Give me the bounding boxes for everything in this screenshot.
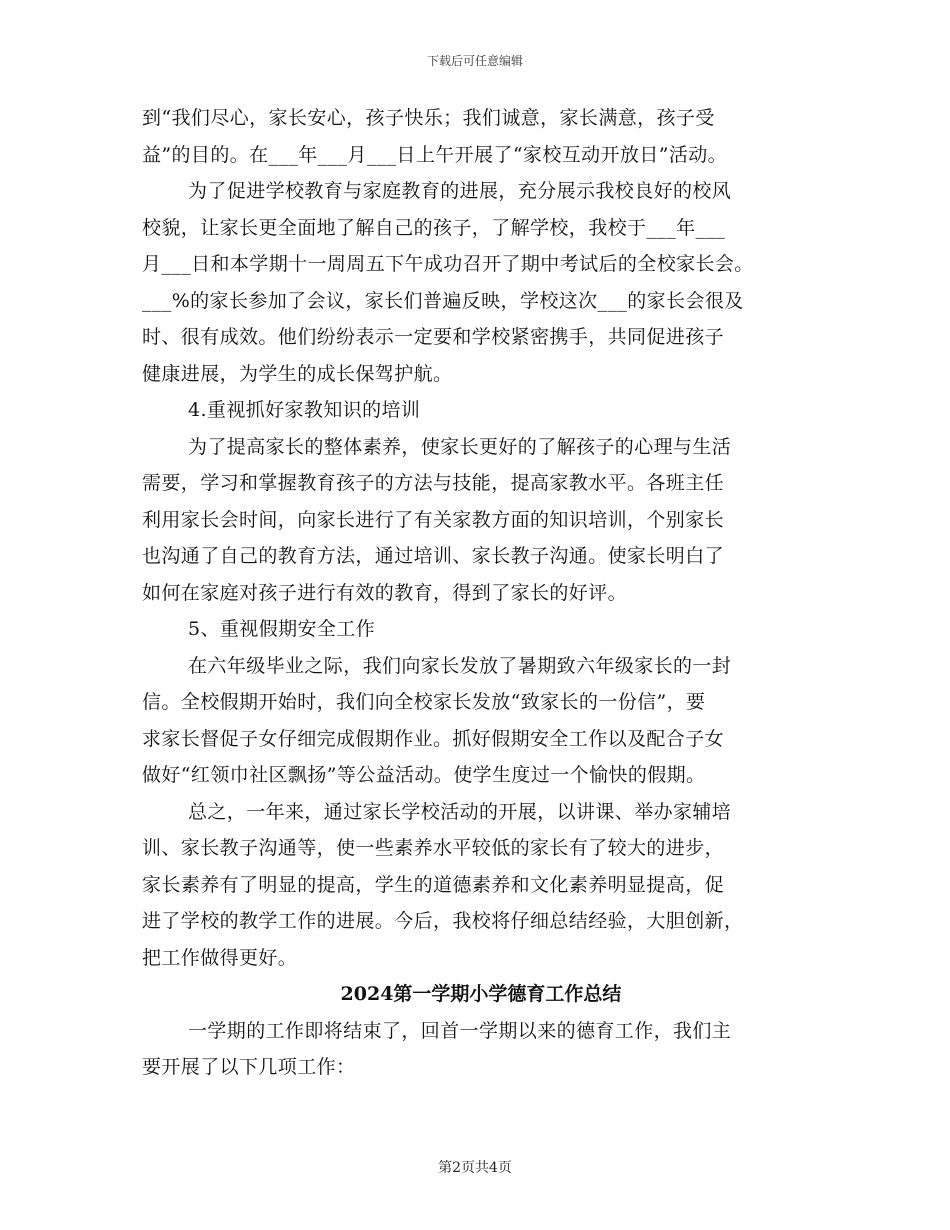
- text-line: 家长素养有了明显的提高，学生的道德素养和文化素养明显提高，促: [142, 873, 725, 896]
- document-body: [142, 100, 810, 1086]
- text-line: 总之，一年来，通过家长学校活动的开展，以讲课、举办家辅培: [188, 800, 732, 823]
- paragraphs-after-title: [142, 1013, 810, 1086]
- text-line: 时、很有成效。他们纷纷表示一定要和学校紧密携手，共同促进孩子: [142, 326, 725, 348]
- text-line: 利用家长会时间，向家长进行了有关家教方面的知识培训，个别家长: [142, 508, 725, 531]
- text-line: 到“我们尽心，家长安心，孩子快乐；我们诚意，家长满意，孩子受: [142, 107, 715, 129]
- text-line: 要开展了以下几项工作：: [142, 1056, 356, 1078]
- text-line: 做好“红领巾社区飘扬”等公益活动。使学生度过一个愉快的假期。: [142, 764, 706, 786]
- text-line: 信。全校假期开始时，我们向全校家长发放“致家长的一份信”，要: [142, 691, 706, 713]
- paragraphs-before-title: [142, 100, 810, 976]
- text-line: 进了学校的教学工作的进展。今后，我校将仔细总结经验，大胆创新，: [142, 910, 744, 932]
- text-line: 月___日和本学期十一周周五下午成功召开了期中考试后的全校家长会。: [142, 253, 754, 275]
- text-line: 在六年级毕业之际，我们向家长发放了暑期致六年级家长的一封: [188, 654, 732, 677]
- text-line: 益”的目的。在___年___月___日上午开展了“家校互动开放日”活动。: [142, 143, 728, 166]
- text-line: 4.重视抓好家教知识的培训: [188, 399, 421, 421]
- page-header: 下载后可任意编辑: [426, 54, 523, 68]
- text-line: 为了提高家长的整体素养，使家长更好的了解孩子的心理与生活: [188, 435, 732, 458]
- text-line: 5、重视假期安全工作: [188, 618, 376, 640]
- section-title: 2024第一学期小学德育工作总结: [340, 983, 622, 1005]
- text-line: 把工作做得更好。: [142, 946, 298, 969]
- text-line: 一学期的工作即将结束了，回首一学期以来的德育工作，我们主: [188, 1019, 732, 1042]
- text-line: 训、家长教子沟通等，使一些素养水平较低的家长有了较大的进步，: [142, 837, 725, 859]
- page-footer: 第2页共4页: [438, 1160, 512, 1176]
- text-line: 健康进展，为学生的成长保驾护航。: [142, 362, 453, 385]
- text-line: 为了促进学校教育与家庭教育的进展，充分展示我校良好的校风: [188, 180, 732, 202]
- text-line: 校貌，让家长更全面地了解自己的孩子，了解学校，我校于___年___: [142, 216, 726, 239]
- text-line: ___%的家长参加了会议，家长们普遍反映，学校这次___的家长会很及: [142, 289, 744, 312]
- text-line: 需要，学习和掌握教育孩子的方法与技能，提高家教水平。各班主任: [142, 472, 725, 494]
- text-line: 如何在家庭对孩子进行有效的教育，得到了家长的好评。: [142, 581, 628, 604]
- text-line: 求家长督促子女仔细完成假期作业。抓好假期安全工作以及配合子女: [142, 727, 725, 750]
- text-line: 也沟通了自己的教育方法，通过培训、家长教子沟通。使家长明白了: [142, 545, 725, 567]
